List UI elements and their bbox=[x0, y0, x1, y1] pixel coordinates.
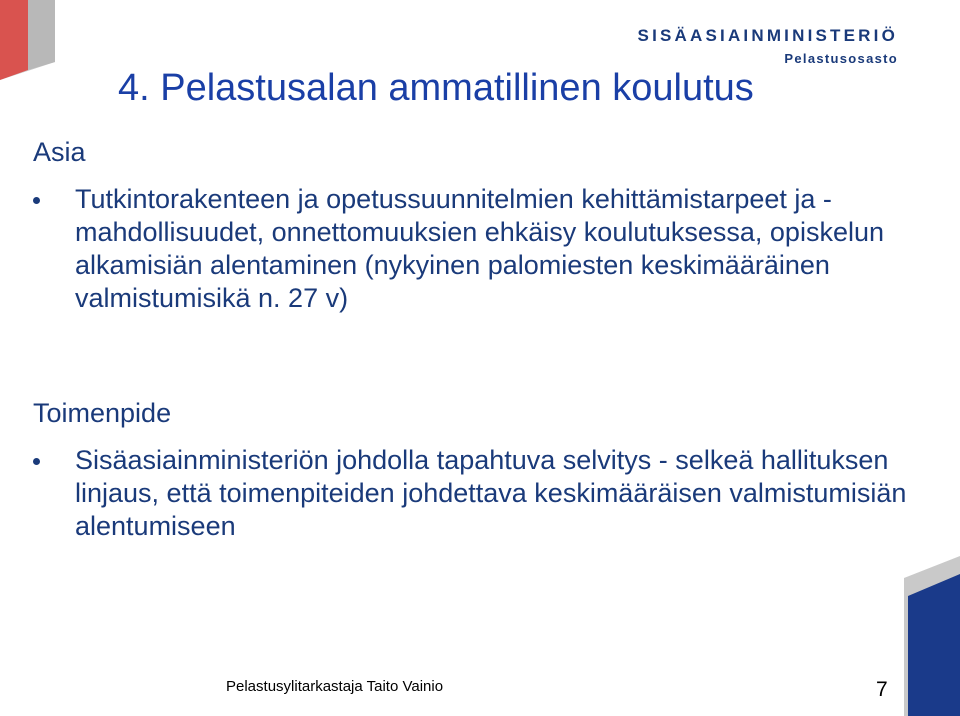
slide-title: 4. Pelastusalan ammatillinen koulutus bbox=[118, 67, 754, 109]
page-number: 7 bbox=[876, 678, 888, 701]
logo-department-name: Pelastusosasto bbox=[784, 51, 898, 66]
bullet-text-toimenpide: Sisäasiainministeriön johdolla tapahtuva selvitys - selkeä hallituksen linjaus, että toimenpiteiden johdettava keskimääräisen valmistumisiän alentumiseen bbox=[75, 445, 907, 541]
section-heading-asia: Asia bbox=[33, 137, 86, 167]
bullet-item-asia bbox=[33, 183, 913, 315]
section-heading-toimenpide: Toimenpide bbox=[33, 398, 172, 428]
bullet-text-asia: Tutkintorakenteen ja opetussuunnitelmien kehittämistarpeet ja -mahdollisuudet, onnettomuuksien ehkäisy koulutuksessa, opiskelun alkamisiän alentaminen (nykyinen palomiesten keskimääräinen valmistumisikä n. 27 v) bbox=[75, 184, 884, 313]
corner-decoration-bottom-right bbox=[904, 556, 960, 716]
footer-author: Pelastusylitarkastaja Taito Vainio bbox=[226, 678, 444, 695]
corner-decoration-top-left bbox=[0, 0, 55, 80]
logo-ministry-name: SISÄASIAINMINISTERIÖ bbox=[637, 26, 898, 45]
bullet-item-toimenpide bbox=[33, 444, 913, 543]
bullet-icon bbox=[33, 197, 40, 204]
bullet-icon bbox=[33, 458, 40, 465]
ministry-logo bbox=[638, 26, 898, 66]
